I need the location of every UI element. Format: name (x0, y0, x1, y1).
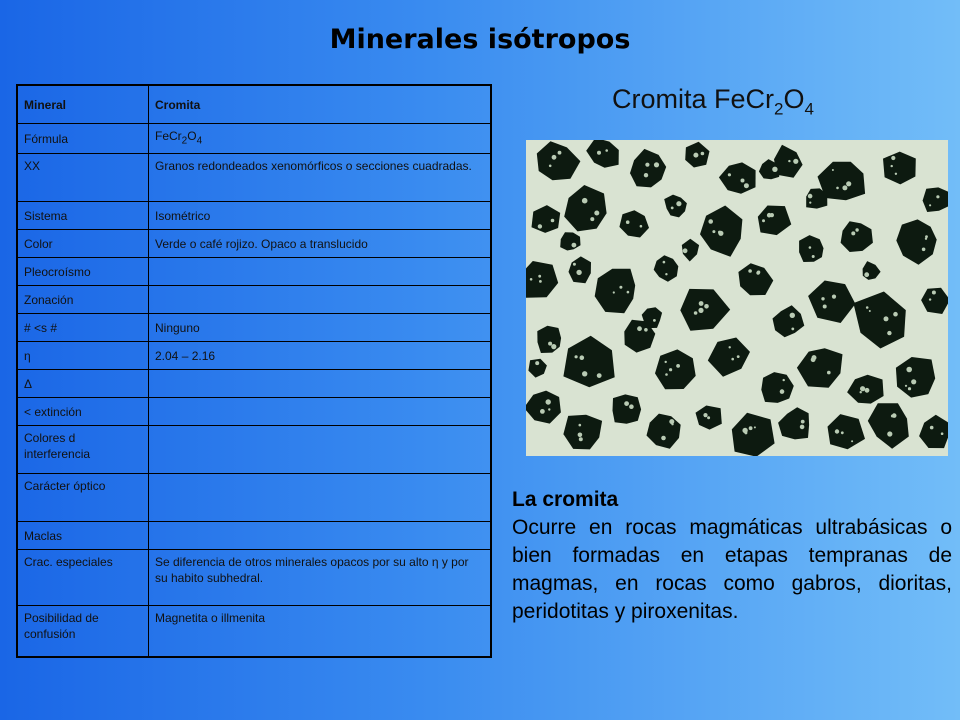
grain-inclusion (549, 165, 552, 168)
grain-inclusion (663, 261, 666, 264)
grain-inclusion (575, 355, 578, 358)
chromite-grain (586, 140, 619, 168)
grain-inclusion (579, 424, 582, 427)
grain-inclusion (619, 286, 622, 289)
table-row (18, 426, 491, 474)
grain-inclusion (855, 228, 858, 231)
grain-inclusion (645, 163, 649, 167)
row-key: Crac. especiales (18, 550, 149, 606)
grain-inclusion (800, 425, 805, 430)
chromite-grain (761, 372, 794, 403)
grain-inclusion (712, 230, 715, 233)
chromite-grain (923, 187, 948, 212)
row-value (149, 426, 491, 474)
grain-inclusion (788, 160, 790, 162)
row-key: η (18, 342, 149, 370)
row-value: Magnetita o illmenita (149, 606, 491, 657)
grain-inclusion (884, 316, 889, 321)
grain-inclusion (741, 179, 745, 183)
grain-inclusion (540, 409, 545, 414)
grain-inclusion (538, 224, 542, 228)
grain-inclusion (866, 306, 869, 309)
table-header-row (18, 86, 491, 124)
grain-inclusion (860, 386, 865, 391)
grain-inclusion (578, 433, 583, 438)
grain-inclusion (748, 269, 752, 273)
grain-inclusion (676, 364, 680, 368)
grain-inclusion (836, 187, 839, 190)
chromite-grain (841, 221, 873, 252)
row-key: Colores d interferencia (18, 426, 149, 474)
grain-inclusion (812, 255, 815, 258)
grain-inclusion (841, 431, 844, 434)
chromite-grain (564, 185, 606, 231)
grain-inclusion (821, 297, 824, 300)
row-key: # <s # (18, 314, 149, 342)
table-row (18, 314, 491, 342)
chromite-grain (853, 292, 905, 349)
table-row (18, 474, 491, 522)
grain-inclusion (754, 426, 756, 428)
table-row (18, 370, 491, 398)
description (512, 486, 952, 626)
chromite-grain (664, 195, 687, 218)
grain-inclusion (597, 373, 602, 378)
row-key: XX (18, 154, 149, 202)
chromite-grain (613, 394, 642, 423)
grain-inclusion (791, 328, 794, 331)
row-value (149, 286, 491, 314)
grain-inclusion (640, 225, 643, 228)
grain-inclusion (530, 278, 533, 281)
row-value (149, 474, 491, 522)
row-key: < extinción (18, 398, 149, 426)
grain-inclusion (808, 194, 813, 199)
row-value-formula: $FeCr_2O_4$ (149, 124, 491, 154)
table-row (18, 286, 491, 314)
chromite-grain (537, 326, 561, 353)
grain-inclusion (801, 420, 805, 424)
grain-inclusion (572, 243, 577, 248)
grain-inclusion (793, 159, 798, 164)
chromite-grain (708, 338, 750, 377)
grain-inclusion (707, 416, 710, 419)
grain-inclusion (762, 219, 765, 222)
slide-title: Minerales isótropos (329, 24, 631, 55)
grain-inclusion (941, 432, 944, 435)
grain-inclusion (737, 355, 740, 358)
grain-inclusion (548, 408, 550, 410)
grain-inclusion (573, 263, 576, 266)
grain-inclusion (749, 426, 753, 430)
chromite-grain (828, 414, 866, 449)
grain-inclusion (929, 204, 931, 206)
grain-inclusion (698, 308, 703, 313)
grain-inclusion (703, 413, 707, 417)
grain-inclusion (701, 152, 705, 156)
grain-inclusion (908, 387, 911, 390)
table-row (18, 550, 491, 606)
grain-inclusion (548, 342, 552, 346)
table-row (18, 342, 491, 370)
chromite-grain (732, 413, 775, 456)
chromite-grain (647, 414, 681, 449)
chromite-micrograph-image (526, 140, 948, 456)
properties-table (16, 84, 492, 658)
grain-inclusion (887, 431, 892, 436)
grain-inclusion (671, 207, 674, 210)
grain-inclusion (582, 198, 588, 204)
grain-inclusion (535, 361, 539, 365)
chromite-grain (630, 149, 666, 188)
row-value: 2.04 – 2.16 (149, 342, 491, 370)
grain-inclusion (851, 231, 855, 235)
description-body: Ocurre en rocas magmáticas ultrabásicas o bien formadas en etapas tempranas de magmas, en rocas como gabros, dioritas, peridotitas y piroxenitas. (512, 516, 952, 623)
grain-inclusion (932, 291, 936, 295)
grain-inclusion (892, 413, 897, 418)
grain-inclusion (693, 153, 698, 158)
row-key: Pleocroísmo (18, 258, 149, 286)
row-key: Zonación (18, 286, 149, 314)
grain-inclusion (579, 437, 583, 441)
grain-inclusion (694, 311, 698, 315)
chromite-grain (560, 232, 580, 250)
chromite-grain (797, 348, 843, 388)
grain-inclusion (772, 167, 777, 172)
chromite-grain (773, 305, 805, 337)
grain-inclusion (653, 319, 656, 322)
table-row (18, 606, 491, 657)
row-value: Granos redondeados xenomórficos o secciones cuadradas. (149, 154, 491, 202)
grain-inclusion (582, 371, 587, 376)
grain-inclusion (731, 358, 734, 361)
grain-inclusion (718, 231, 723, 236)
grain-inclusion (812, 355, 817, 360)
table-row (18, 202, 491, 230)
grain-inclusion (809, 246, 812, 249)
grain-inclusion (728, 173, 731, 176)
grain-inclusion (661, 436, 666, 441)
chromite-grain (532, 205, 561, 233)
chromite-grain (537, 141, 581, 180)
row-key: Maclas (18, 522, 149, 550)
chromite-grain (919, 415, 948, 448)
grain-inclusion (832, 169, 834, 171)
chromite-grain (883, 152, 916, 185)
grain-inclusion (576, 270, 581, 275)
grain-inclusion (558, 151, 562, 155)
grain-inclusion (665, 373, 668, 376)
grain-inclusion (780, 389, 785, 394)
row-key-formula: Fórmula (18, 124, 149, 154)
grain-inclusion (538, 275, 541, 278)
row-value (149, 398, 491, 426)
micrograph-title: Cromita $FeCr_2O_4$ (612, 84, 814, 119)
chromite-grain (808, 281, 855, 324)
grain-inclusion (842, 185, 847, 190)
chromite-grain (595, 269, 636, 314)
grain-inclusion (864, 272, 869, 277)
header-value-cell: Cromita (149, 86, 491, 124)
row-value: Ninguno (149, 314, 491, 342)
grain-inclusion (665, 361, 667, 363)
table-row (18, 124, 491, 154)
grain-inclusion (552, 155, 557, 160)
grain-inclusion (742, 428, 747, 433)
chromite-grain (655, 349, 696, 389)
chromite-grain (563, 336, 614, 388)
grain-inclusion (770, 213, 774, 217)
grain-inclusion (580, 355, 585, 360)
grain-inclusion (905, 385, 907, 387)
chromite-grain (719, 162, 756, 193)
table-row (18, 522, 491, 550)
grain-inclusion (790, 313, 795, 318)
grain-inclusion (676, 201, 681, 206)
grain-inclusion (671, 423, 673, 425)
grain-inclusion (654, 162, 659, 167)
chromite-grain (799, 235, 823, 262)
grain-inclusion (851, 440, 853, 442)
grain-inclusion (637, 326, 642, 331)
grain-inclusion (669, 368, 672, 371)
grain-inclusion (757, 271, 760, 274)
row-value (149, 370, 491, 398)
grain-inclusion (925, 235, 928, 238)
grain-inclusion (846, 181, 851, 186)
grain-inclusion (865, 388, 870, 393)
chromite-grain (526, 391, 561, 424)
grain-inclusion (551, 219, 555, 223)
chromite-grain (563, 415, 602, 450)
grain-inclusion (594, 211, 599, 216)
chromite-grain (619, 210, 649, 237)
grain-inclusion (605, 149, 608, 152)
grain-inclusion (895, 173, 897, 175)
grain-inclusion (827, 371, 831, 375)
grain-inclusion (613, 291, 615, 293)
grain-inclusion (911, 379, 916, 384)
grain-inclusion (708, 219, 713, 224)
row-key: Color (18, 230, 149, 258)
grain-inclusion (683, 248, 688, 253)
chromite-grain (738, 263, 773, 295)
table-row (18, 230, 491, 258)
grain-inclusion (744, 183, 749, 188)
chromite-grain (863, 261, 881, 280)
grain-inclusion (887, 331, 891, 335)
grain-inclusion (539, 280, 542, 283)
chromite-grain (868, 403, 909, 449)
grain-inclusion (832, 295, 836, 299)
grain-inclusion (835, 429, 839, 433)
row-value: Se diferencia de otros minerales opacos por su alto η y por su habito subhedral. (149, 550, 491, 606)
grain-inclusion (729, 346, 731, 348)
row-key: Δ (18, 370, 149, 398)
grain-inclusion (809, 202, 811, 204)
grain-inclusion (699, 301, 704, 306)
row-key: Posibilidad de confusión (18, 606, 149, 657)
grain-inclusion (626, 220, 630, 224)
grain-inclusion (929, 298, 931, 300)
grain-inclusion (891, 165, 893, 167)
grain-inclusion (590, 217, 594, 221)
grain-inclusion (624, 401, 629, 406)
chromite-grain (778, 407, 809, 439)
grain-inclusion (893, 312, 898, 317)
grain-inclusion (860, 391, 862, 393)
grain-inclusion (936, 195, 939, 198)
row-key: Carácter óptico (18, 474, 149, 522)
table-row (18, 398, 491, 426)
grain-inclusion (930, 426, 934, 430)
row-value: Verde o café rojizo. Opaco a translucido (149, 230, 491, 258)
grain-inclusion (704, 304, 709, 309)
grain-inclusion (597, 151, 601, 155)
chromite-grain (896, 357, 935, 398)
row-value: Isométrico (149, 202, 491, 230)
description-heading: La cromita (512, 488, 619, 511)
grain-inclusion (906, 367, 912, 373)
grain-inclusion (869, 310, 871, 312)
grain-inclusion (629, 404, 634, 409)
header-key-cell: Mineral (18, 86, 149, 124)
chromite-grain (654, 255, 679, 281)
grain-inclusion (546, 399, 551, 404)
grain-inclusion (891, 156, 895, 160)
grain-inclusion (644, 328, 648, 332)
grain-inclusion (823, 305, 827, 309)
chromite-grain (896, 219, 936, 264)
row-value (149, 522, 491, 550)
table-row (18, 258, 491, 286)
grain-inclusion (665, 273, 667, 275)
grain-inclusion (627, 291, 630, 294)
row-key: Sistema (18, 202, 149, 230)
grain-inclusion (783, 379, 785, 381)
grain-inclusion (551, 344, 556, 349)
chromite-grain (680, 289, 730, 331)
table-row (18, 154, 491, 202)
row-value (149, 258, 491, 286)
grain-inclusion (922, 248, 926, 252)
grain-inclusion (644, 173, 648, 177)
